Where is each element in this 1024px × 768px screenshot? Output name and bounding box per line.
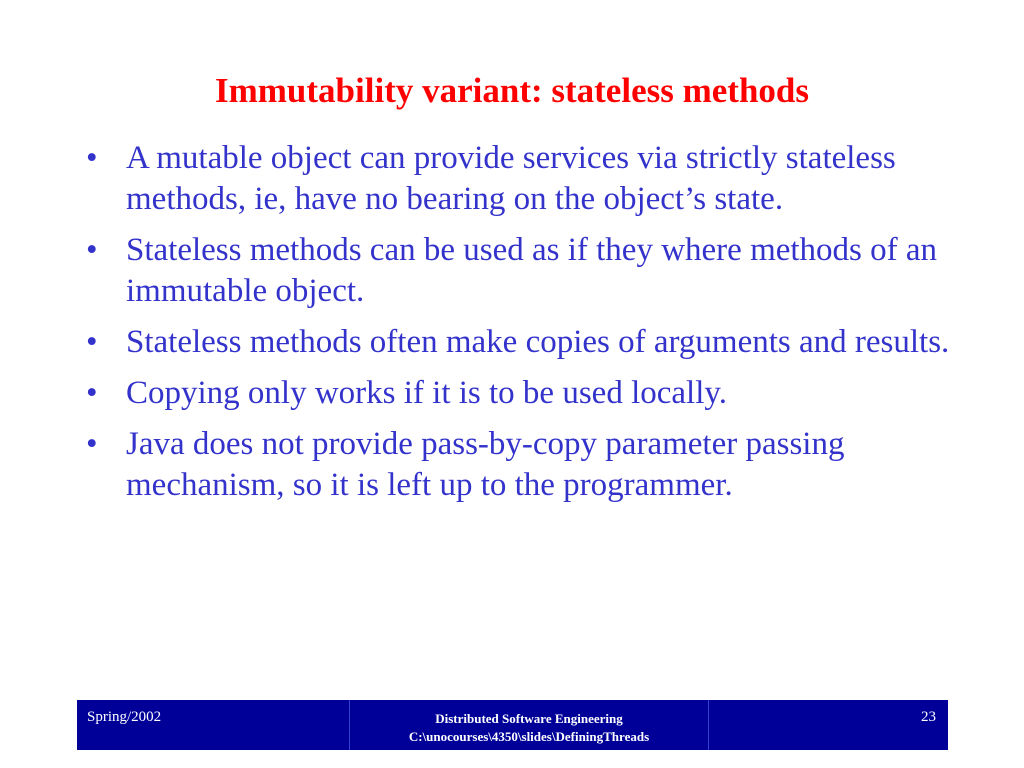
footer-course-info: [350, 700, 709, 750]
bullet-text: Stateless methods can be used as if they where methods of an immutable object.: [126, 232, 938, 309]
slide-title: Immutability variant: stateless methods: [215, 71, 809, 110]
footer-file-path: C:\unocourses\4350\slides\DefiningThreads: [408, 729, 650, 744]
slide-footer: [77, 700, 948, 750]
bullet-text: Stateless methods often make copies of arguments and results.: [126, 324, 950, 360]
bullet-text: A mutable object can provide services via strictly stateless methods, ie, have no bearing on the object’s state.: [126, 140, 896, 217]
bullet-dot-icon: •: [86, 140, 98, 176]
bullet-item: [82, 138, 962, 220]
page-number: 23: [921, 709, 936, 725]
footer-date: Spring/2002: [77, 700, 350, 750]
bullet-dot-icon: •: [86, 232, 98, 268]
bullet-text: Java does not provide pass-by-copy parameter passing mechanism, so it is left up to the programmer.: [126, 426, 845, 503]
bullet-item: [82, 230, 962, 312]
bullet-item: [82, 322, 962, 363]
bullet-item: [82, 373, 962, 414]
bullet-list: [82, 138, 962, 516]
bullet-dot-icon: •: [86, 426, 98, 462]
bullet-dot-icon: •: [86, 324, 98, 360]
bullet-item: [82, 424, 962, 506]
bullet-text: Copying only works if it is to be used locally.: [126, 375, 727, 411]
bullet-dot-icon: •: [86, 375, 98, 411]
footer-course-title: Distributed Software Engineering: [435, 711, 623, 726]
